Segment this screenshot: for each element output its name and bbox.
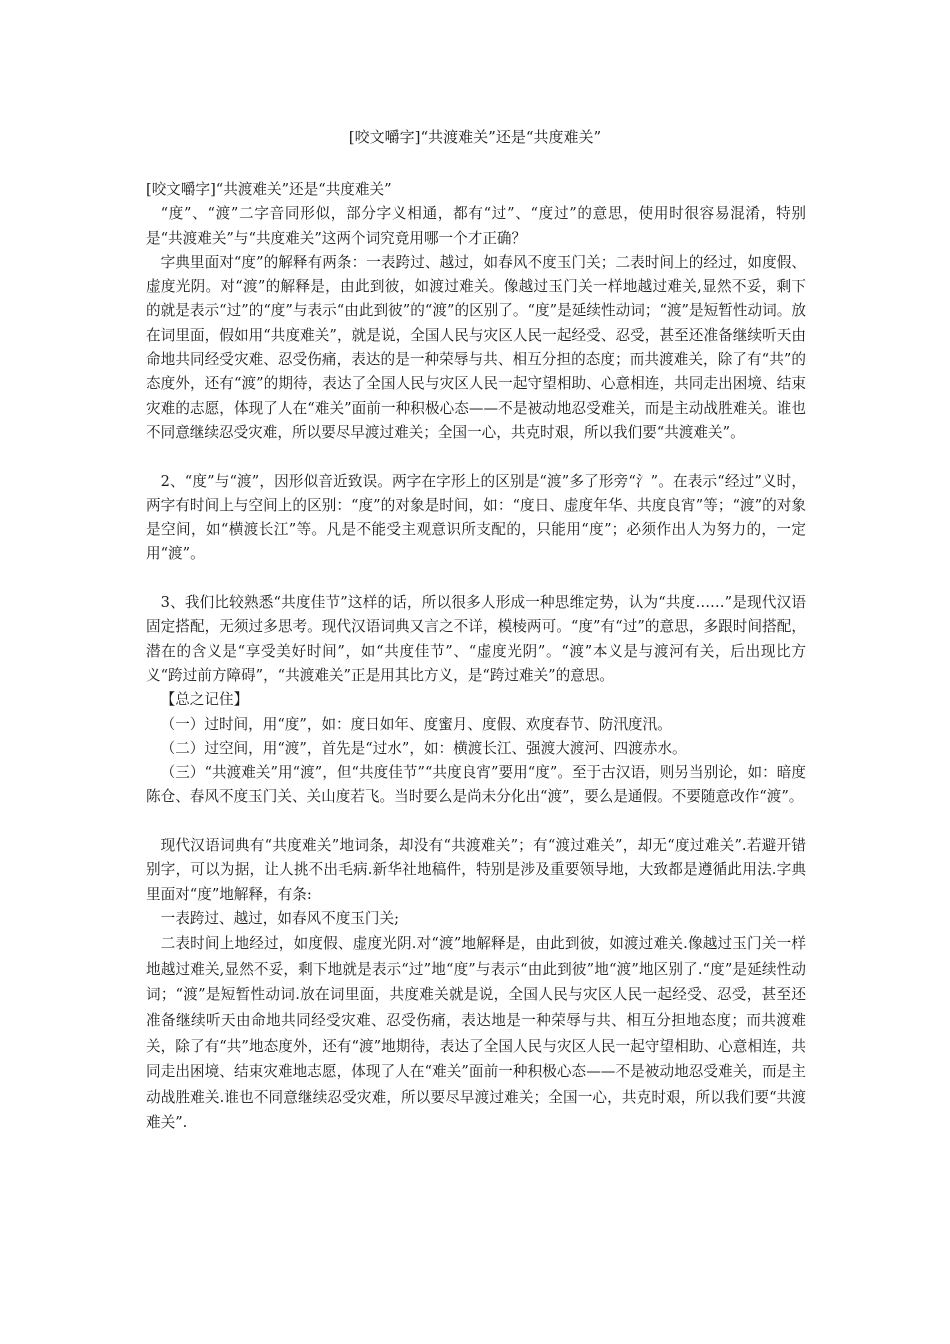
page-title: [咬文嚼字]“共渡难关”还是“共度难关” bbox=[348, 128, 602, 146]
paragraph-spacer bbox=[146, 810, 806, 834]
summary-item-2: （二）过空间，用“渡”，首先是“过水”，如：横渡长江、强渡大渡河、四渡赤水。 bbox=[160, 739, 687, 757]
paragraph-point-3: 3、我们比较熟悉“共度佳节”这样的话，所以很多人形成一种思维定势，认为“共度……”是现代汉语固定搭配，无须过多思考。现代汉语词典又言之不详，模棱两可。“度”有“过”的意思，多跟时间搭配，潜在的含义是“享受美好时间”，如“共度佳节”、“虚度光阴”。“渡”本义是与渡河有关，后出现比方义“跨过前方障碍”，“共渡难关”正是用其比方义，是“跨过难关”的意思。 bbox=[146, 594, 806, 684]
paragraph-spacer bbox=[146, 567, 806, 591]
paragraph-dictionary-entry: 现代汉语词典有“共度难关”地词条，却没有“共渡难关”；有“渡过难关”，却无“度过难关”.若避开错别字，可以为据，让人挑不出毛病.新华社地稿件，特别是涉及重要领导地，大致都是遵循此用法.字典里面对“度”地解释，有条: bbox=[146, 837, 806, 903]
summary-heading: 【总之记住】 bbox=[160, 691, 249, 709]
definition-line-2: 二表时间上地经过，如度假、虚度光阴.对“渡”地解释是，由此到彼，如渡过难关.像越过玉门关一样地越过难关,显然不妥，剩下地就是表示“过”地“度”与表示“由此到彼”地“渡”地区别了.“度”是延续性动词；“渡”是短暂性动词.放在词里面，共度难关就是说，全国人民与灾区人民一起经受、忍受，甚至还准备继续听天由命地共同经受灾难、忍受伤痛，表达地是一种荣辱与共、相互分担地态度；而共渡难关，除了有“共”地态度外，还有“渡”地期待，表达了全国人民与灾区人民一起守望相助、心意相连，共同走出困境、结束灾难地志愿，体现了人在“难关”面前一种积极心态——不是被动地忍受难关，而是主动战胜难关.谁也不同意继续忍受灾难，所以要尽早渡过难关；全国一心，共克时艰，所以我们要“共渡难关”. bbox=[146, 935, 806, 1132]
paragraph-intro: “度”、“渡”二字音同形似，部分字义相通，都有“过”、“度过”的意思，使用时很容易混淆，特别是“共渡难关”与“共度难关”这两个词究竟用哪一个才正确？ bbox=[146, 205, 806, 247]
definition-line-1: 一表跨过、越过，如春风不度玉门关; bbox=[160, 909, 400, 927]
document-subtitle: [咬文嚼字]“共渡难关”还是“共度难关” bbox=[146, 181, 392, 198]
paragraph-spacer bbox=[146, 445, 806, 469]
summary-item-1: （一）过时间，用“度”，如：度日如年、度蜜月、度假、欢度春节、防汛度汛。 bbox=[160, 715, 672, 733]
document-body bbox=[146, 178, 806, 1136]
paragraph-point-2: 2、“度”与“渡”，因形似音近致误。两字在字形上的区别是“渡”多了形旁“氵”。在表示“经过”义时，两字有时间上与空间上的区别：“度”的对象是时间，如：“度日、虚度年华、共度良宵”等；“渡”的对象是空间，如“横渡长江”等。凡是不能受主观意识所支配的，只能用“度”；必须作出人为努力的，一定用“渡”。 bbox=[146, 472, 806, 563]
summary-item-3: （三）“共渡难关”用“渡”，但“共度佳节”“共度良宵”要用“度”。至于古汉语，则另当别论，如：暗度陈仓、春风不度玉门关、关山度若飞。当时要么是尚未分化出“渡”，要么是通假。不要随意改作“渡”。 bbox=[146, 764, 806, 806]
paragraph-dictionary: 字典里面对“度”的解释有两条：一表跨过、越过，如春风不度玉门关；二表时间上的经过，如度假、虚度光阴。对“渡”的解释是，由此到彼，如渡过难关。像越过玉门关一样地越过难关,显然不妥，剩下的就是表示“过”的“度”与表示“由此到彼”的“渡”的区别了。“度”是延续性动词；“渡”是短暂性动词。放在词里面，假如用“共度难关”，就是说，全国人民与灾区人民一起经受、忍受，甚至还准备继续听天由命地共同经受灾难、忍受伤痛，表达的是一种荣辱与共、相互分担的态度；而共渡难关，除了有“共”的态度外，还有“渡”的期待，表达了全国人民与灾区人民一起守望相助、心意相连，共同走出困境、结束灾难的志愿，体现了人在“难关”面前一种积极心态——不是被动地忍受难关，而是主动战胜难关。谁也不同意继续忍受灾难，所以要尽早渡过难关；全国一心，共克时艰，所以我们要“共渡难关”。 bbox=[146, 253, 806, 441]
